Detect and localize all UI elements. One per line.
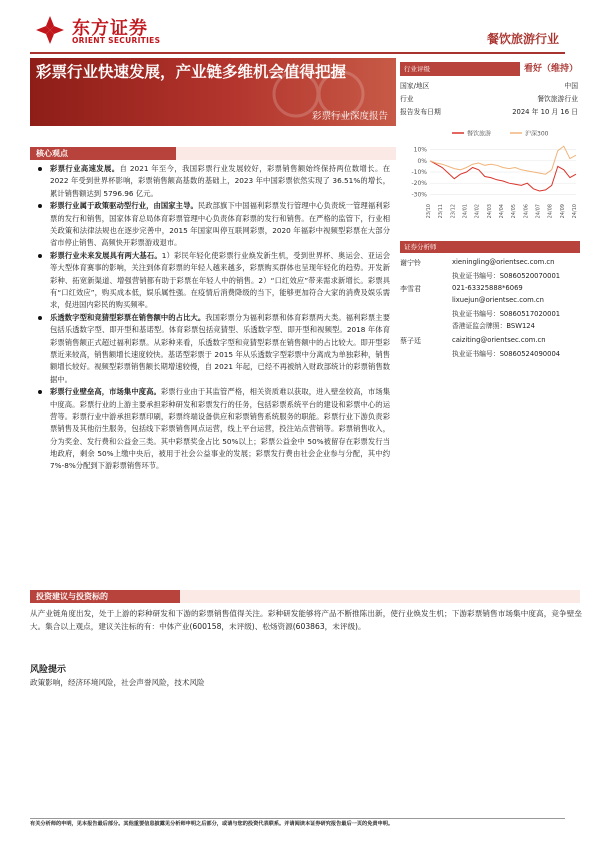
footer-divider: [30, 818, 565, 819]
y-tick-label: 10%: [413, 146, 427, 154]
footer-disclaimer: 有关分析师的申明，见本报告最后部分。其他重要信息披露见分析师申明之后部分，或请与您的投资代表联系。并请阅读本证券研究报告最后一页的免责申明。: [30, 821, 394, 827]
y-tick-label: -10%: [411, 169, 427, 176]
info-row-region: [400, 80, 580, 93]
analyst-phone: 021-63325888*6069: [452, 284, 523, 292]
core-point: [38, 200, 390, 249]
title-banner: [30, 58, 396, 126]
series-line: [430, 146, 576, 174]
analyst-hk-license: 香港证监会牌照：BSW124: [452, 322, 535, 330]
company-name-en: ORIENT SECURITIES: [72, 36, 161, 45]
info-key: 报告发布日期: [400, 108, 441, 116]
report-type: 彩票行业深度报告: [311, 111, 388, 122]
info-key: 国家/地区: [400, 82, 430, 90]
analyst-name: 李雪君: [400, 285, 421, 293]
risk-text: 政策影响，经济环境风险，社会声誉风险，技术风险: [30, 678, 205, 687]
series-line: [430, 161, 576, 191]
rating-value: 看好（维持）: [523, 64, 578, 74]
x-tick-label: 23/12: [450, 204, 457, 219]
point-lead: 乐透数字型和竞猜型彩票在销售额中的占比大。: [50, 313, 206, 323]
y-tick-label: 0%: [417, 157, 427, 165]
company-logo-mark: [34, 14, 66, 46]
x-tick-label: 24/03: [486, 204, 493, 219]
invest-text: 从产业链角度出发，处于上游的彩种研发和下游的彩票销售值得关注。彩种研发能够将产品不断推陈出新，使行业焕发生机；下游彩票销售市场集中度高，竞争壁垒大。集合以上观点，建议关注标的有：中体产业(600158，未评级)、松炀资源(603863，未评级)。: [30, 609, 582, 632]
core-view-title: 核心观点: [36, 149, 68, 158]
x-tick-label: 23/11: [438, 204, 445, 219]
analyst-name: 谢宁铃: [400, 259, 421, 267]
x-tick-label: 24/10: [572, 204, 578, 219]
analyst-email[interactable]: lixuejun@orientsec.com.cn: [452, 296, 544, 304]
header-tail: [176, 147, 396, 160]
core-view-header: [30, 147, 396, 160]
performance-chart-svg: [400, 126, 580, 230]
x-tick-label: 24/06: [523, 204, 530, 219]
invest-header: [30, 590, 580, 603]
x-tick-label: 24/04: [499, 204, 505, 219]
price-performance-chart: [400, 126, 580, 230]
analyst-section-header: 证券分析师: [400, 241, 580, 253]
core-points: [38, 163, 390, 473]
point-lead: 彩票行业壁垒高，市场集中度高。: [50, 387, 161, 397]
x-tick-label: 23/10: [426, 204, 432, 219]
info-row-date: [400, 106, 580, 119]
company-logo: [34, 12, 184, 50]
analyst-license: 执业证书编号：S0860520070001: [452, 272, 561, 280]
invest-title: 投资建议与投资标的: [36, 592, 108, 601]
y-tick-label: -20%: [411, 180, 427, 188]
info-value: 中国: [564, 82, 578, 90]
company-name-cn: 东方证券: [72, 18, 148, 39]
report-title: 彩票行业快速发展，产业链多维机会值得把握: [36, 63, 347, 81]
point-lead: 彩票行业高速发展。: [50, 164, 120, 173]
core-point: [38, 250, 390, 311]
rating-row: [400, 62, 580, 76]
industry-tag: 餐饮旅游行业: [486, 32, 559, 46]
point-text: 我国彩票分为福利彩票和体育彩票两大类。福利彩票主要包括乐透数字型、即开型和基诺型。体育彩票包括竞猜型、乐透数字型、即开型和视频型。2018 年体育彩票销售额正式超过福利彩票。从彩种来看，乐透数字型和竞猜型彩票在销售额中的占比较大。即开型彩票近来较高，销售额增长速度较快。基诺型彩票于 2015 年从乐透数字型彩票中分离成为单独彩种，销售额增长较好。视频型彩票销售额长期增速较慢，自 2021 年起，已经不再被纳入财政部统计的彩票销售数据中。: [50, 313, 391, 384]
x-tick-label: 24/07: [535, 204, 542, 219]
risk-title: 风险提示: [30, 665, 67, 675]
info-row-industry: [400, 93, 580, 106]
x-tick-label: 24/08: [547, 204, 554, 219]
analyst-email[interactable]: caiziting@orientsec.com.cn: [452, 336, 546, 344]
core-point: [38, 386, 390, 472]
analyst-license: 执业证书编号：S0860517020001: [452, 310, 561, 318]
x-tick-label: 24/09: [559, 204, 566, 219]
analyst-license: 执业证书编号：S0860524090004: [452, 350, 561, 358]
core-point: [38, 163, 390, 200]
point-lead: 彩票行业属于政策驱动型行业，由国家主导。: [50, 201, 198, 211]
point-text: 彩票行业由于其监管严格，相关资质难以获取，进入壁垒较高，市场集中度高。彩票行业的上游主要承担彩种研发和彩票发行的任务，包括彩票系统平台的建设和彩票中心的运营等。彩票行业中游承担彩票印刷，彩票终端设备供应和彩票销售系统服务的职能。彩票行业下游负责彩票销售及其他衍生服务，包括线下彩票销售网点运营，线上平台运营，投注站点营销等。彩票销售收入，分为奖金、发行费和公益金三类。其中彩票奖金占比 50%以上；彩票公益金中 50%被留存在彩票发行当地政府，剩余 50%上缴中央后，被用于社会公益事业的发展；彩票发行费由社会企业参与分配，其中约 7%-8%分配到下游彩票销售环节。: [50, 387, 391, 471]
core-point: [38, 312, 390, 386]
point-text: 自 2021 年至今，我国彩票行业发展较好，彩票销售额始终保持两位数增长。在 2022 年受到世界杯影响，彩票销售额高基数的基础上，2023 年中国彩票依然实现了 36.51%的增长，累计销售额达到 5796.96 亿元。: [50, 164, 390, 198]
analyst-email[interactable]: xieningling@orientsec.com.cn: [452, 258, 555, 266]
info-key: 行业: [400, 95, 414, 103]
rating-label: 行业评级: [400, 62, 520, 76]
point-text: 民政部旗下中国福利彩票发行管理中心负责统一管理福利彩票的发行和销售，国家体育总局体育彩票管理中心负责体育彩票的发行和销售。在严格的监管下，行业相关政策和法律法规也在逐步完善中，2015 年国家叫停互联网彩票，2020 年福彩中视频型彩票在大部分省市停止销售、高频快开彩票游戏退市。: [50, 201, 391, 248]
point-text: 1）彩民年轻化使彩票行业焕发新生机，受到世界杯、奥运会、亚运会等大型体育赛事的影响，关注到体育彩票的年轻人越来越多，彩票购买群体也呈现年轻化的趋势。开发新彩种、拓宽新渠道、增强营销都有助于彩票在年轻人中的销售。2）“口红效应”带来需求新增长。彩票具有“口红效应”，购买成本低，娱乐属性强。在疫情后消费降级的当下，能够更加符合大家的消费及娱乐需求，促进国内彩民的购买频率。: [50, 251, 391, 310]
info-value: 餐饮旅游行业: [537, 95, 578, 103]
bullet-icon: [38, 316, 42, 320]
point-lead: 彩票行业未来发展具有两大基石。: [50, 251, 162, 261]
x-tick-label: 24/05: [511, 204, 518, 219]
y-tick-label: -30%: [411, 191, 427, 199]
info-value: 2024 年 10 月 16 日: [512, 108, 578, 116]
x-tick-label: 24/01: [462, 204, 469, 219]
analyst-name: 蔡子廷: [400, 337, 421, 345]
x-tick-label: 24/02: [474, 204, 481, 219]
bullet-icon: [38, 204, 42, 208]
bullet-icon: [38, 390, 42, 394]
bullet-icon: [38, 167, 42, 171]
bullet-icon: [38, 254, 42, 258]
header-divider: [30, 52, 565, 54]
legend-label: 餐饮旅游: [467, 130, 492, 138]
header-tail: [180, 590, 580, 603]
legend-label: 沪深300: [525, 130, 549, 138]
